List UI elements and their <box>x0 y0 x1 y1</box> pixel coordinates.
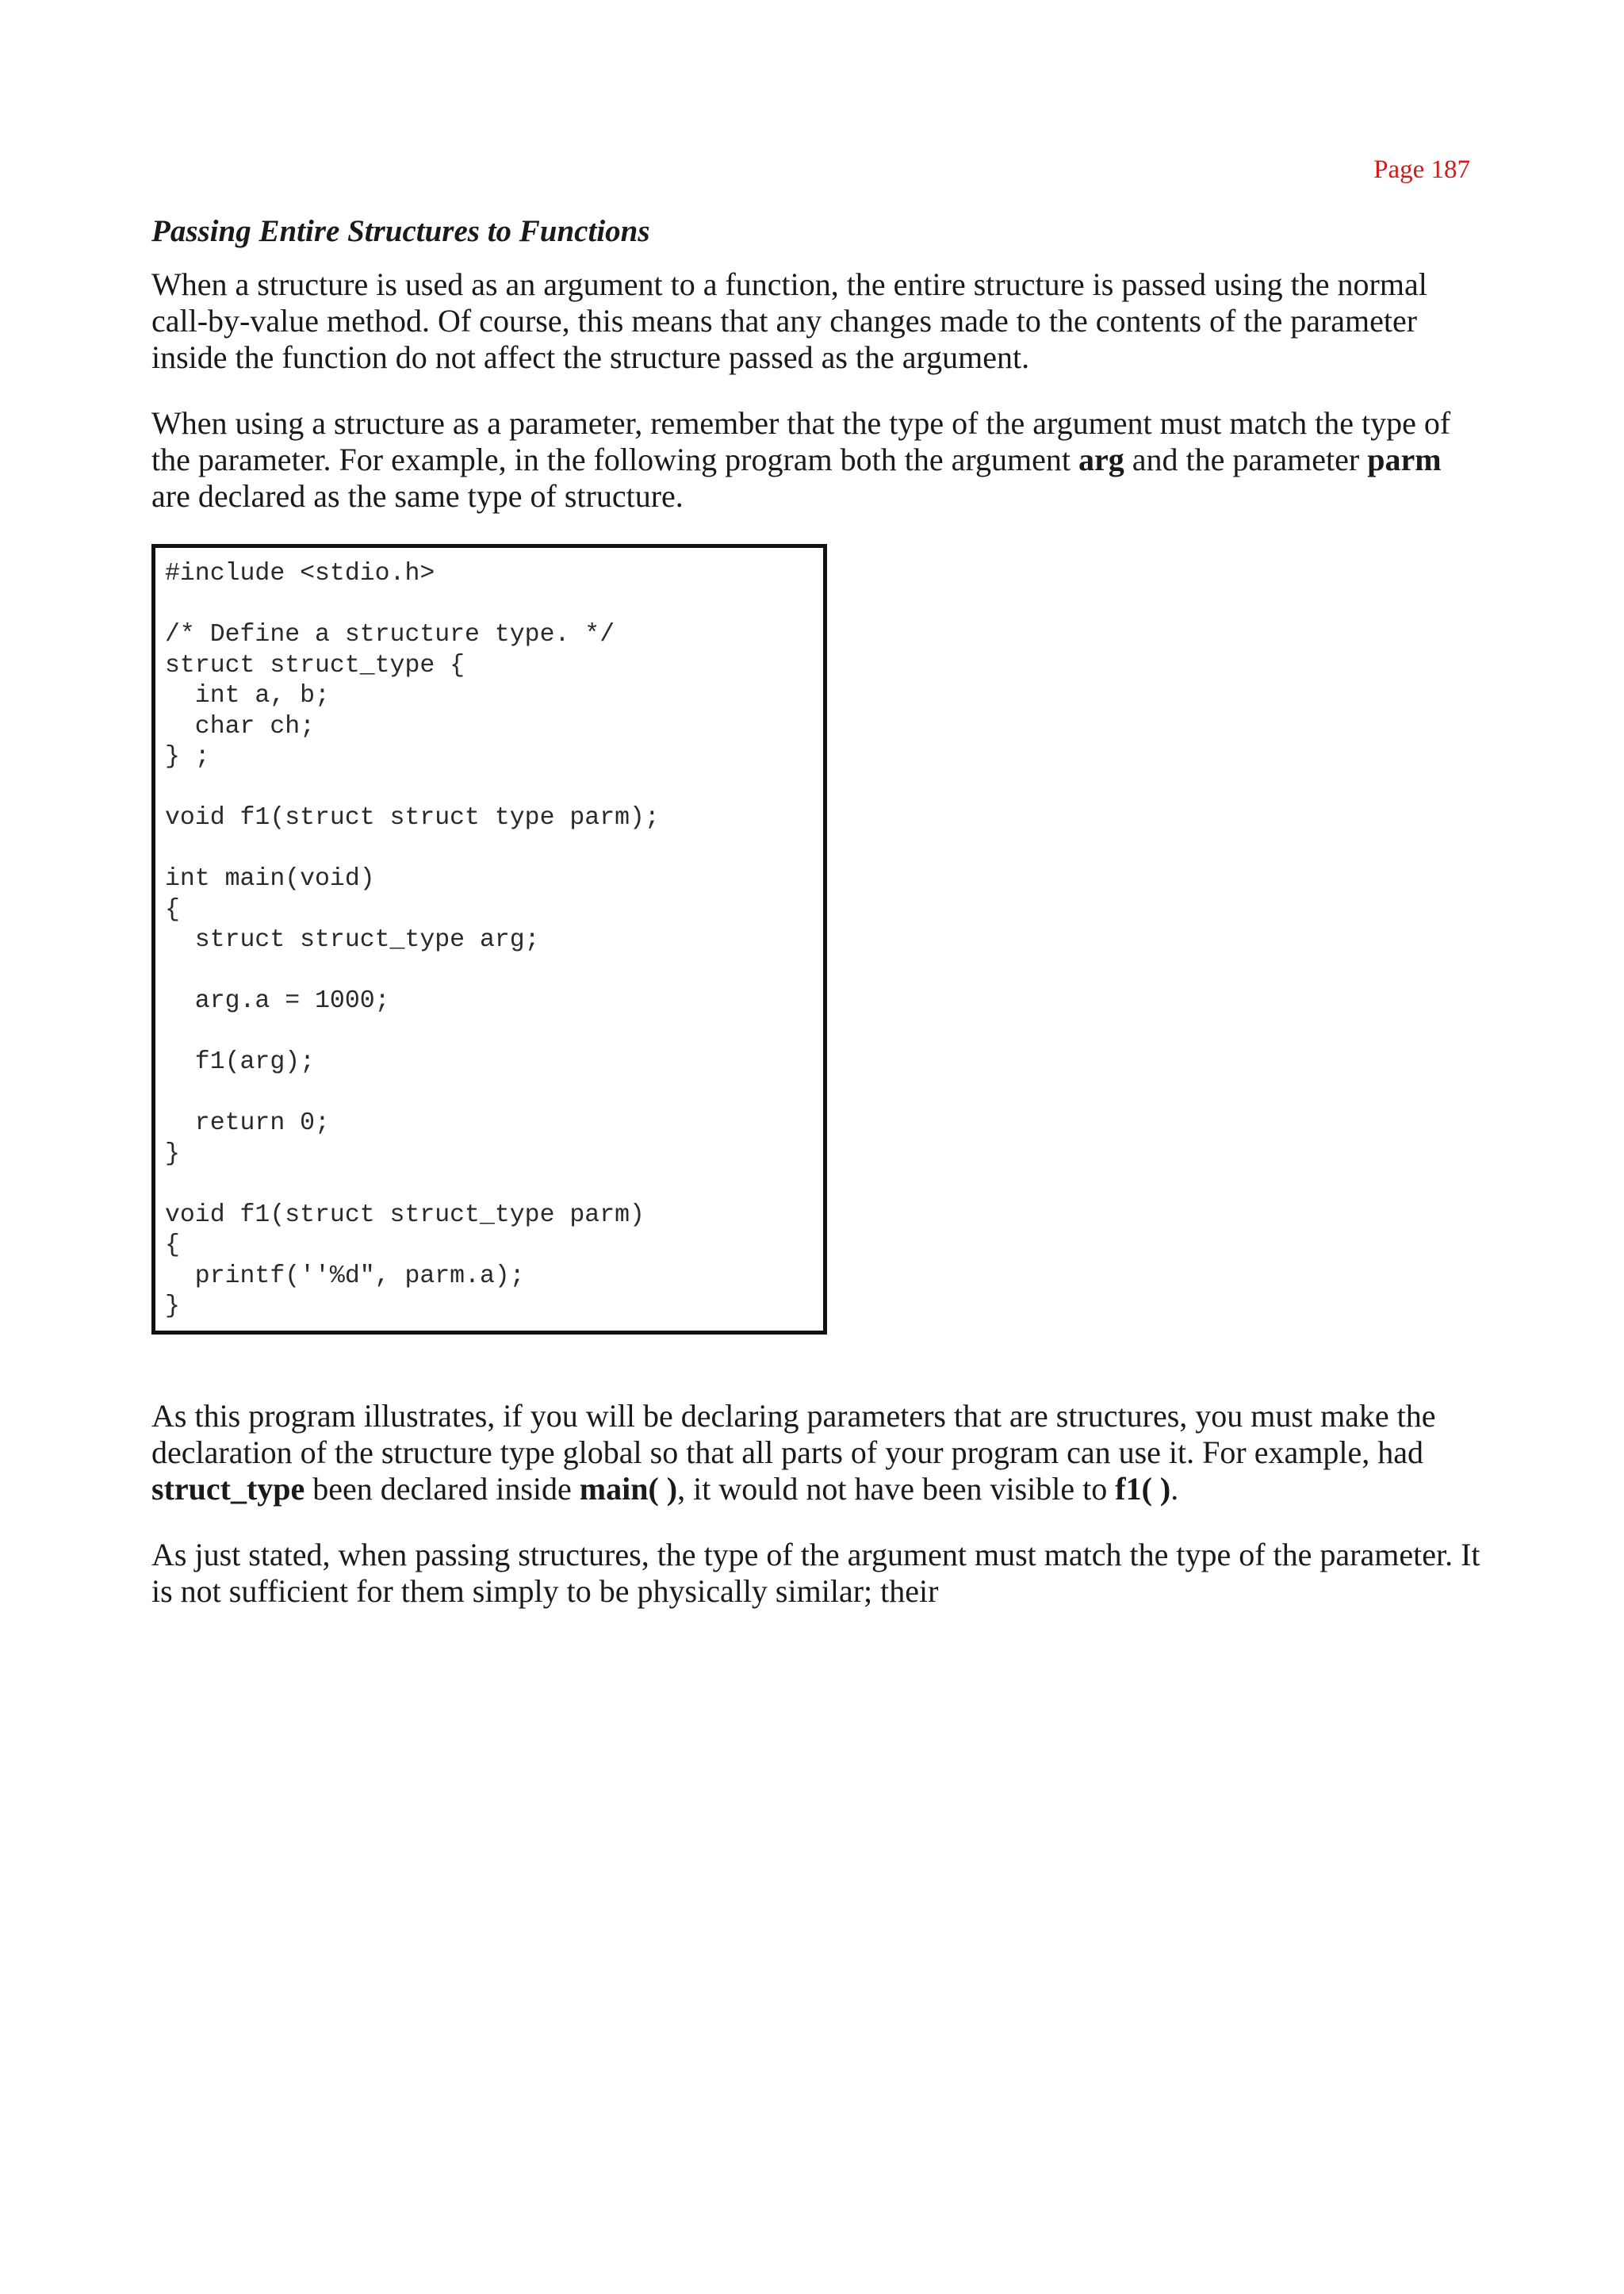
code-line: { <box>165 1231 180 1259</box>
code-line: return 0; <box>165 1109 330 1137</box>
code-line <box>165 1078 812 1109</box>
code-line: struct struct_type { <box>165 651 465 680</box>
code-line: int a, b; <box>165 682 330 710</box>
paragraph-physical-similarity: As just stated, when passing structures, the type of the argument must match the type of the parameter. It is not sufficient for them simply to be physically similar; their <box>151 1536 1480 1609</box>
code-line: char ch; <box>165 712 316 741</box>
code-line <box>165 773 812 804</box>
code-line: int main(void) <box>165 865 375 893</box>
code-line <box>165 956 812 987</box>
code-line: } ; <box>165 743 210 771</box>
paragraph-call-by-value: When a structure is used as an argument to a function, the entire structure is passed using the normal call-by-value method. Of course, this means that any changes made to the contents of the parameter inside the function do not affect the structure passed as the argument. <box>151 266 1427 375</box>
paragraph-type-match <box>151 405 1484 515</box>
code-term-main: main( ) <box>579 1470 678 1507</box>
code-line: /* Define a structure type. */ <box>165 621 615 649</box>
section-title: Passing Entire Structures to Functions <box>151 214 650 248</box>
code-line: f1(arg); <box>165 1048 316 1076</box>
code-line: } <box>165 1293 180 1320</box>
text-span: and the parameter <box>1124 442 1368 477</box>
text-span: are declared as the same type of structure. <box>151 478 684 514</box>
text-span: As this program illustrates, if you will be declaring parameters that are structures, you must make the declaration of the structure type global so that all parts of your program can use it. For example, had <box>151 1397 1436 1470</box>
code-term-parm: parm <box>1367 442 1442 477</box>
code-line: printf(''%d", parm.a); <box>165 1262 525 1290</box>
code-term-f1: f1( ) <box>1115 1470 1171 1507</box>
code-line: #include <stdio.h> <box>165 560 435 588</box>
code-line: struct struct_type arg; <box>165 926 540 954</box>
page-number: Page 187 <box>1373 155 1470 184</box>
code-line: } <box>165 1139 180 1168</box>
code-line <box>165 834 812 865</box>
paragraph-global-declaration <box>151 1398 1484 1507</box>
text-span: When using a structure as a parameter, remember that the type of the argument must match the type of the parameter. For example, in the following program both the argument <box>151 405 1451 477</box>
code-line: void f1(struct struct type parm); <box>165 804 660 832</box>
text-span: . <box>1170 1470 1179 1507</box>
code-line: arg.a = 1000; <box>165 987 390 1015</box>
code-line <box>165 590 812 621</box>
code-line: void f1(struct struct_type parm) <box>165 1201 645 1229</box>
code-line <box>165 1170 812 1201</box>
code-listing <box>151 544 827 1335</box>
code-line <box>165 1017 812 1048</box>
code-term-arg: arg <box>1078 442 1124 477</box>
page-content <box>151 213 1484 1639</box>
text-span: , it would not have been visible to <box>677 1470 1116 1507</box>
code-term-struct-type: struct_type <box>151 1470 305 1507</box>
code-line: { <box>165 895 180 924</box>
text-span: been declared inside <box>304 1470 580 1507</box>
